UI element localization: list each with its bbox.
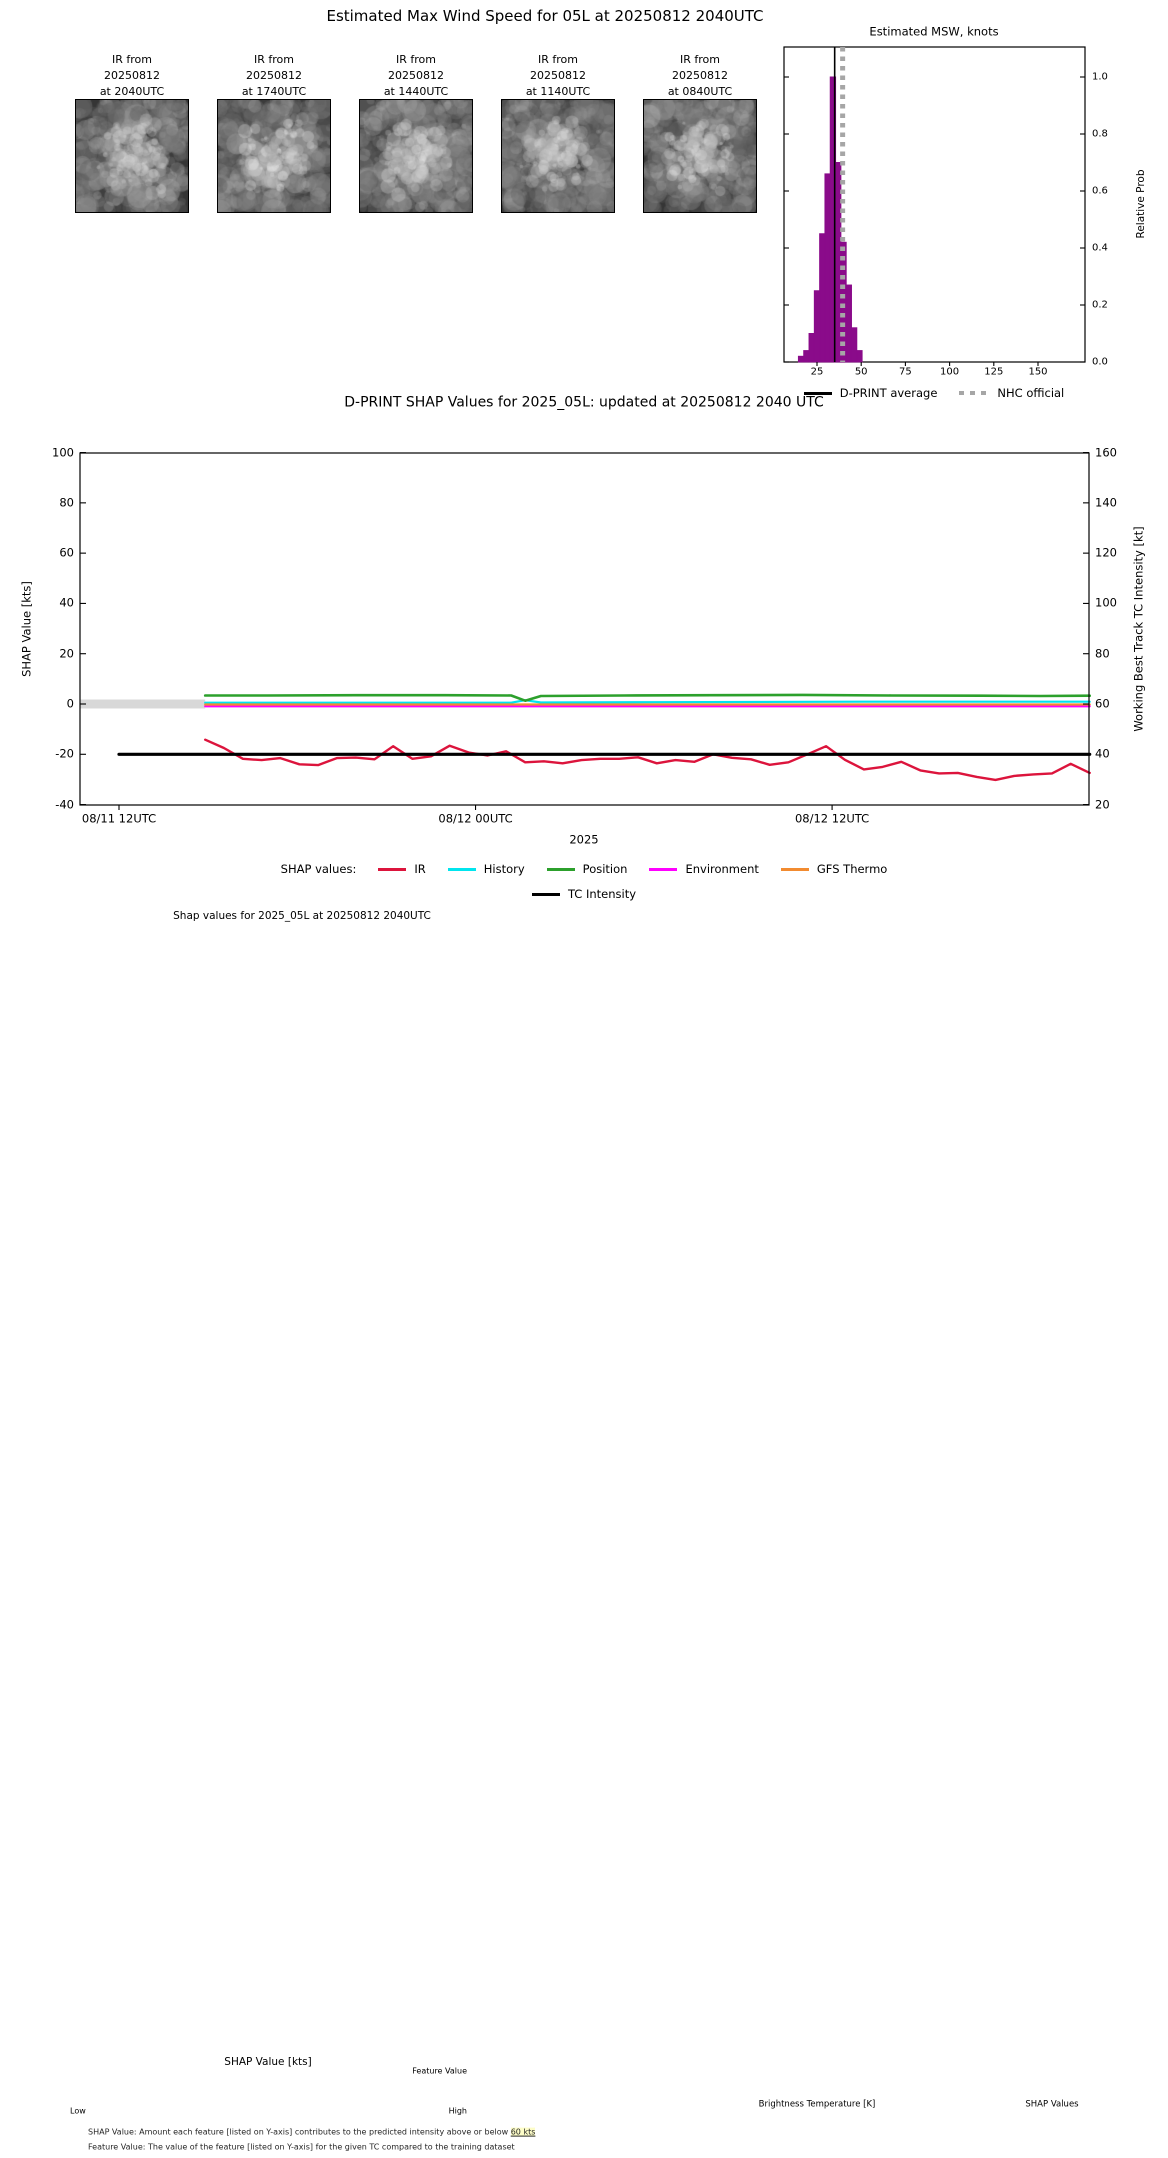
series-Position	[205, 695, 1089, 701]
legend-item-Environment	[649, 862, 758, 876]
histogram-xtick-label: 25	[810, 366, 824, 378]
ir-thumbnail-label: at 0840UTC	[667, 84, 733, 98]
legend-label: Position	[582, 862, 628, 876]
timeseries-right-ytick-label: 40	[1095, 746, 1110, 761]
ir-thumbnail-label: at 1740UTC	[241, 84, 307, 98]
legend-label: D-PRINT average	[839, 386, 938, 400]
ir-thumbnail-image	[360, 100, 472, 212]
ir-thumbnail-label: IR from	[112, 52, 152, 66]
histogram-ytick-label: 0.2	[1092, 299, 1108, 311]
timeseries-xtick-label: 08/11 12UTC	[81, 811, 157, 826]
timeseries-right-ytick-label: 140	[1095, 495, 1117, 510]
timeseries-left-ytick-label: 60	[59, 545, 74, 560]
legend-item-IR	[378, 862, 425, 876]
histogram-xtick-label: 150	[1028, 366, 1048, 378]
legend-label: IR	[414, 862, 426, 876]
ir-thumbnail-image	[218, 100, 330, 212]
legend-line-swatch	[448, 868, 476, 871]
timeseries-ylabel-right: Working Best Track TC Intensity [kt]	[1131, 526, 1146, 732]
histogram-title: Estimated MSW, knots	[869, 24, 999, 39]
timeseries-xtick-label: 08/12 00UTC	[438, 811, 513, 826]
timeseries-left-ytick-label: 100	[52, 445, 74, 460]
legend-item-TC Intensity	[532, 887, 636, 901]
timeseries-legend-row2	[84, 887, 1084, 901]
histogram-xtick-label: 75	[899, 366, 912, 378]
timeseries-left-ytick-label: 0	[66, 696, 74, 711]
legend-line-swatch	[649, 868, 677, 871]
bt-colorbar	[716, 2112, 918, 2126]
legend-item-GFS Thermo	[781, 862, 887, 876]
feature-value-colorbar-label: Feature Value	[412, 2066, 467, 2076]
nhc-official-dotted-swatch	[959, 391, 989, 396]
ir-thumbnail-label: IR from	[680, 52, 720, 66]
legend-label: GFS Thermo	[816, 862, 888, 876]
legend-label: Environment	[685, 862, 759, 876]
ir-thumbnail-label: IR from	[538, 52, 578, 66]
legend-line-swatch	[532, 893, 560, 896]
beeswarm-xlabel: SHAP Value [kts]	[224, 2056, 312, 2069]
histogram-ylabel: Relative Prob	[1135, 169, 1148, 239]
timeseries-legend-row1	[84, 862, 1084, 876]
histogram-xtick-label: 100	[940, 366, 960, 378]
histogram-xtick-label: 50	[854, 366, 868, 378]
colorbar-low-label: Low	[70, 2106, 86, 2116]
ir-thumbnail-label: at 2040UTC	[99, 84, 165, 98]
legend-line-swatch	[378, 868, 406, 871]
histogram-ytick-label: 0.0	[1092, 356, 1108, 368]
series-IR	[205, 740, 1089, 780]
ir-thumbnail-image	[502, 100, 614, 212]
legend-prefix: SHAP values:	[280, 862, 357, 876]
legend-line-swatch	[547, 868, 575, 871]
timeseries-right-ytick-label: 80	[1095, 646, 1110, 661]
ir-thumbnail-label: 20250812	[388, 68, 444, 82]
ir-thumbnail-label: 20250812	[672, 68, 728, 82]
ir-thumbnail-label: 20250812	[530, 68, 586, 82]
legend-item-nhc-official	[959, 386, 1064, 400]
ir-thumbnail-label: 20250812	[104, 68, 160, 82]
histogram-ytick-label: 0.6	[1092, 185, 1108, 197]
legend-label: NHC official	[997, 386, 1065, 400]
colorbar-high-label: High	[448, 2106, 467, 2116]
timeseries-left-ytick-label: -20	[55, 746, 74, 761]
timeseries-left-ytick-label: 40	[59, 596, 74, 611]
histogram-ytick-label: 0.4	[1092, 242, 1108, 254]
timeseries-xlabel-year: 2025	[569, 832, 599, 847]
footnote-shap-value	[88, 2129, 535, 2138]
bt-colorbar-label: Brightness Temperature [K]	[758, 2099, 876, 2110]
ir-thumbnail-label: IR from	[254, 52, 294, 66]
timeseries-left-ytick-label: 80	[59, 495, 74, 510]
ir-thumbnail-label: IR from	[396, 52, 436, 66]
legend-item-History	[448, 862, 525, 876]
timeseries-right-ytick-label: 120	[1095, 545, 1117, 560]
footnote-text: SHAP Value: Amount each feature [listed on Y-axis] contributes to the predicted intensity above or below	[88, 2127, 511, 2137]
ir-thumbnail-image	[76, 100, 188, 212]
ir-thumbnail-image	[644, 100, 756, 212]
timeseries-right-ytick-label: 160	[1095, 445, 1117, 460]
timeseries-left-ytick-label: -40	[55, 797, 74, 812]
timeseries-title: D-PRINT SHAP Values for 2025_05L: updated at 20250812 2040 UTC	[344, 394, 824, 411]
timeseries-left-ytick-label: 20	[59, 646, 74, 661]
timeseries-ylabel-left: SHAP Value [kts]	[19, 581, 34, 677]
ir-thumbnail-label: at 1140UTC	[525, 84, 591, 98]
legend-label: History	[483, 862, 525, 876]
footnote-highlight: 60 kts	[510, 2127, 536, 2137]
feature-value-colorbar	[70, 2082, 467, 2102]
series-History	[205, 700, 1089, 703]
footnote-feature-value: Feature Value: The value of the feature [listed on Y-axis] for the given TC compared to the training dataset	[88, 2142, 515, 2152]
timeseries-right-ytick-label: 20	[1095, 797, 1110, 812]
shap-values-colorbar	[954, 2112, 1151, 2126]
legend-line-swatch	[781, 868, 809, 871]
histogram-ytick-label: 1.0	[1092, 71, 1108, 83]
timeseries-right-ytick-label: 60	[1095, 696, 1110, 711]
timeseries-xtick-label: 08/12 12UTC	[794, 811, 870, 826]
legend-label: TC Intensity	[567, 887, 637, 901]
ir-thumbnail-label: 20250812	[246, 68, 302, 82]
histogram-ytick-label: 0.8	[1092, 128, 1108, 140]
histogram-xtick-label: 125	[984, 366, 1004, 378]
legend-item-Position	[547, 862, 628, 876]
beeswarm-title: Shap values for 2025_05L at 20250812 2040UTC	[173, 910, 431, 923]
ir-thumbnail-label: at 1440UTC	[383, 84, 449, 98]
page-title: Estimated Max Wind Speed for 05L at 20250812 2040UTC	[326, 6, 764, 25]
shap-colorbar-label: SHAP Values	[1025, 2099, 1079, 2110]
timeseries-right-ytick-label: 100	[1095, 596, 1117, 611]
